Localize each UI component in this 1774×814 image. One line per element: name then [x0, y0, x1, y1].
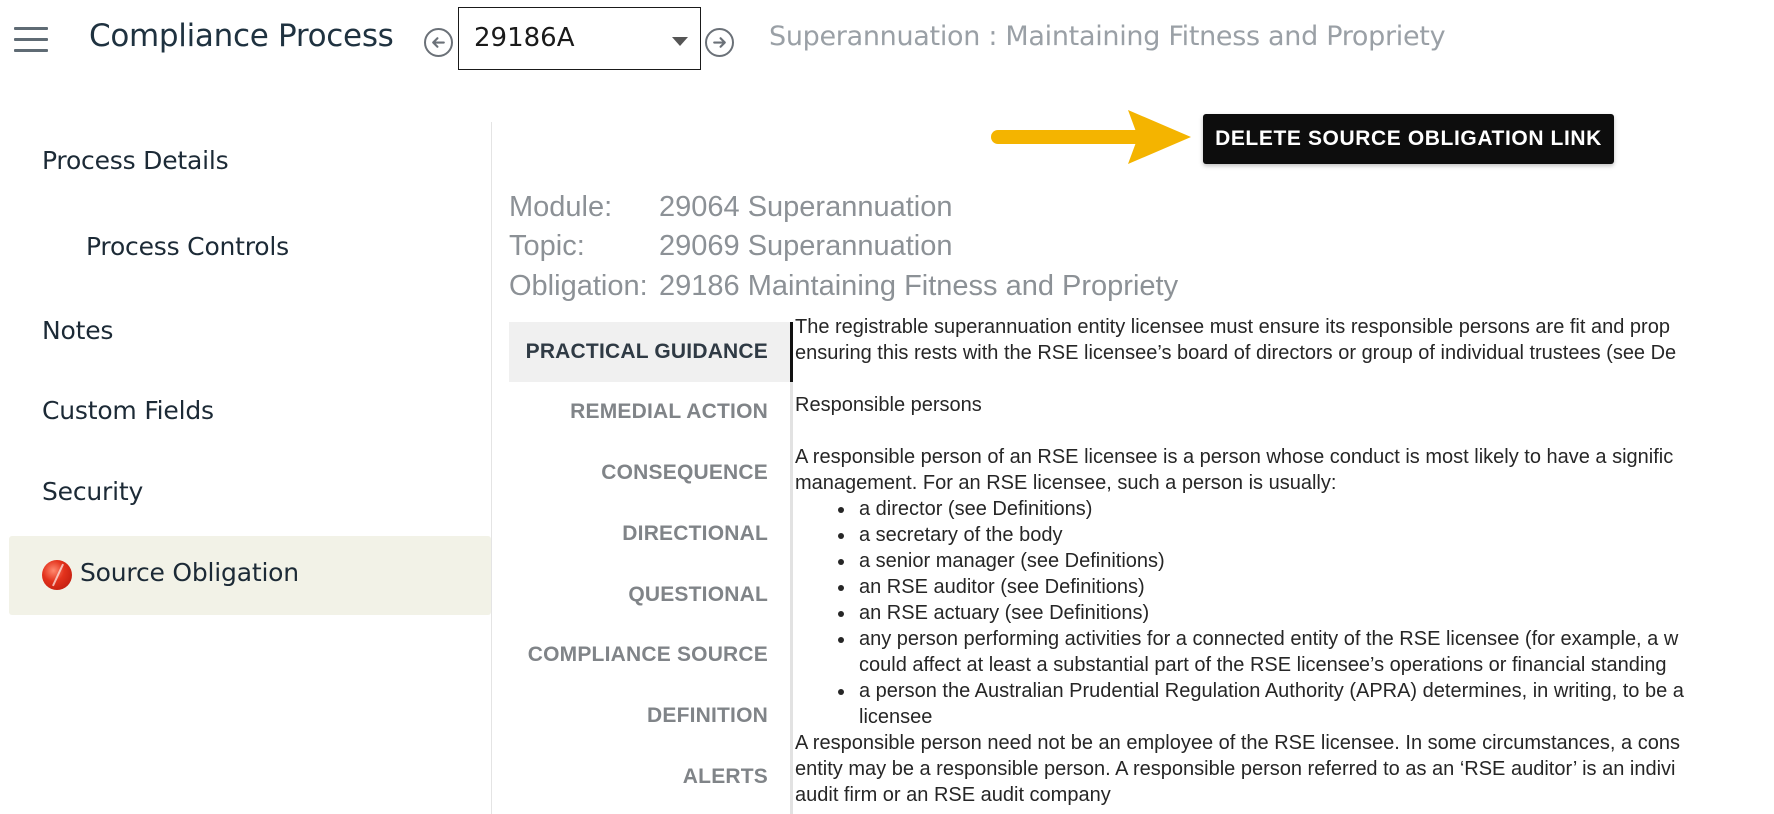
process-select[interactable] [458, 7, 701, 70]
list-item: a secretary of the body [838, 522, 1774, 548]
sidebar-item-label: Source Obligation [80, 558, 299, 587]
list-item-continuation: could affect at least a substantial part of the RSE licensee’s operations or financial standing [859, 654, 1667, 676]
paragraph-line: management. For an RSE licensee, such a person is usually: [795, 472, 1337, 494]
sidebar-item-notes[interactable] [9, 316, 491, 356]
list-item: a senior manager (see Definitions) [838, 548, 1774, 574]
list-item: any person performing activities for a connected entity of the RSE licensee (for example, a w [838, 626, 1774, 652]
sidebar-item-process-controls[interactable] [9, 232, 491, 272]
guidance-content [795, 314, 1774, 814]
tab-remedial-action[interactable]: REMEDIAL ACTION [570, 400, 768, 423]
tab-directional[interactable]: DIRECTIONAL [622, 522, 768, 545]
sidebar-item-label: Process Controls [86, 232, 289, 261]
paragraph-line: audit firm or an RSE audit company [795, 784, 1111, 806]
sidebar-item-label: Process Details [42, 146, 229, 175]
sidebar-item-label: Custom Fields [42, 396, 214, 425]
tab-consequence[interactable]: CONSEQUENCE [601, 461, 768, 484]
tab-alerts[interactable]: ALERTS [682, 765, 768, 788]
arrow-left-circle-icon[interactable] [424, 28, 453, 57]
sidebar [0, 122, 492, 814]
red-ball-icon [42, 560, 72, 590]
sidebar-item-process-details[interactable] [9, 146, 491, 186]
tab-definition[interactable]: DEFINITION [647, 704, 768, 727]
topic-label: Topic: [509, 230, 585, 262]
obligation-label: Obligation: [509, 270, 648, 302]
page-subtitle: Superannuation : Maintaining Fitness and Propriety [769, 21, 1446, 52]
tab-active-indicator [790, 322, 793, 382]
obligation-value: 29186 Maintaining Fitness and Propriety [659, 270, 1179, 302]
module-label: Module: [509, 191, 613, 223]
hamburger-icon[interactable] [14, 27, 48, 53]
sidebar-item-security[interactable] [9, 477, 491, 517]
paragraph-line: The registrable superannuation entity licensee must ensure its responsible persons are fit and prop [795, 316, 1670, 338]
topic-value: 29069 Superannuation [659, 230, 953, 262]
tab-practical-guidance[interactable]: PRACTICAL GUIDANCE [509, 322, 792, 382]
responsible-persons-list [838, 496, 1774, 730]
list-item: an RSE actuary (see Definitions) [838, 600, 1774, 626]
list-item: a person the Australian Prudential Regulation Authority (APRA) determines, in writing, to be a [838, 678, 1774, 704]
tab-compliance-source[interactable]: COMPLIANCE SOURCE [527, 643, 768, 666]
process-select-value: 29186A [474, 23, 575, 53]
list-item: a director (see Definitions) [838, 496, 1774, 522]
tab-rail [790, 322, 793, 814]
list-item-continuation: licensee [859, 706, 933, 728]
vertical-tabs [509, 322, 792, 814]
caret-down-icon [672, 37, 688, 46]
module-value: 29064 Superannuation [659, 191, 953, 223]
app-title: Compliance Process [89, 18, 394, 54]
sidebar-item-source-obligation[interactable] [9, 536, 491, 615]
paragraph-line: entity may be a responsible person. A responsible person referred to as an ‘RSE auditor’ is an indivi [795, 758, 1676, 780]
list-item: an RSE auditor (see Definitions) [838, 574, 1774, 600]
paragraph-line: A responsible person need not be an employee of the RSE licensee. In some circumstances, a cons [795, 732, 1680, 754]
sidebar-item-label: Notes [42, 316, 114, 345]
arrow-right-circle-icon[interactable] [705, 28, 734, 57]
sidebar-item-label: Security [42, 477, 144, 506]
paragraph-line: ensuring this rests with the RSE licensee’s board of directors or group of individual trustees (see De [795, 342, 1677, 364]
section-heading: Responsible persons [795, 394, 982, 416]
paragraph-line: A responsible person of an RSE licensee is a person whose conduct is most likely to have a signific [795, 446, 1674, 468]
delete-source-obligation-link-button[interactable]: DELETE SOURCE OBLIGATION LINK [1203, 114, 1614, 164]
sidebar-item-custom-fields[interactable] [9, 396, 491, 436]
arrow-right-icon [988, 106, 1193, 170]
tab-questional[interactable]: QUESTIONAL [628, 583, 768, 606]
